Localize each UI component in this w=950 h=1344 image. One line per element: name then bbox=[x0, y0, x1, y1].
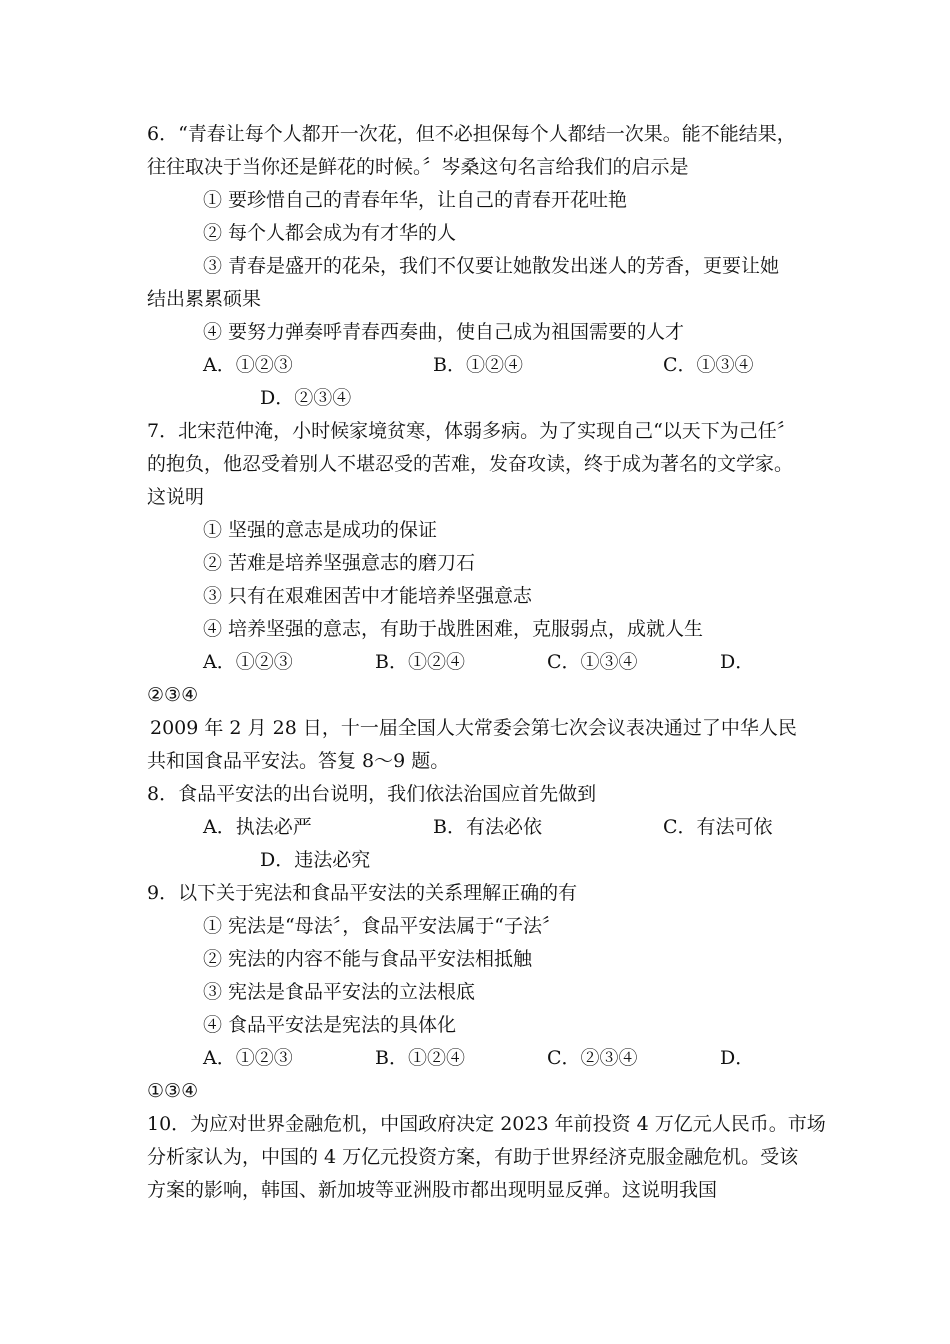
q9-option-d-wrap: ①③④ bbox=[147, 1080, 199, 1102]
q10-stem-line-1: 10．为应对世界金融危机，中国政府决定 2023 年前投资 4 万亿元人民币。市场 bbox=[147, 1113, 826, 1135]
q7-item-4: ④ 培养坚强的意志，有助于战胜困难，克服弱点，成就人生 bbox=[203, 618, 704, 640]
q6-stem-line-2: 往往取决于当你还是鲜花的时候。〞岑桑这句名言给我们的启示是 bbox=[147, 156, 689, 178]
q7-option-c: C．①③④ bbox=[547, 651, 638, 673]
q9-item-2: ② 宪法的内容不能与食品平安法相抵触 bbox=[203, 948, 533, 970]
q9-item-3: ③ 宪法是食品平安法的立法根底 bbox=[203, 981, 476, 1003]
q8-stem: 8．食品平安法的出台说明，我们依法治国应首先做到 bbox=[147, 783, 597, 805]
q7-item-1: ① 坚强的意志是成功的保证 bbox=[203, 519, 438, 541]
intro-line-2: 共和国食品平安法。答复 8～9 题。 bbox=[147, 750, 450, 772]
q6-item-1: ① 要珍惜自己的青春年华，让自己的青春开花吐艳 bbox=[203, 189, 628, 211]
q6-option-b: B．①②④ bbox=[433, 354, 523, 376]
q9-stem: 9．以下关于宪法和食品平安法的关系理解正确的有 bbox=[147, 882, 578, 904]
q7-option-a: A．①②③ bbox=[203, 651, 293, 673]
q7-item-3: ③ 只有在艰难困苦中才能培养坚强意志 bbox=[203, 585, 533, 607]
q9-option-c: C．②③④ bbox=[547, 1047, 638, 1069]
q6-option-d: D．②③④ bbox=[260, 387, 352, 409]
q9-option-b: B．①②④ bbox=[375, 1047, 465, 1069]
q6-item-4: ④ 要努力弹奏呼青春西奏曲，使自己成为祖国需要的人才 bbox=[203, 321, 685, 343]
q7-stem-line-1: 7．北宋范仲淹，小时候家境贫寒，体弱多病。为了实现自己“以天下为己任〞 bbox=[147, 420, 796, 442]
q10-stem-line-2: 分析家认为，中国的 4 万亿元投资方案，有助于世界经济克服金融危机。受该 bbox=[147, 1146, 799, 1168]
q8-option-d: D．违法必究 bbox=[260, 849, 371, 871]
q8-option-b: B．有法必依 bbox=[433, 816, 542, 838]
q6-stem-line-1: 6．“青春让每个人都开一次花，但不必担保每个人都结一次果。能不能结果， bbox=[147, 123, 796, 145]
q6-option-c: C．①③④ bbox=[663, 354, 754, 376]
q6-item-3-cont: 结出累累硕果 bbox=[147, 288, 262, 310]
q7-option-d: D． bbox=[720, 651, 755, 673]
q9-item-4: ④ 食品平安法是宪法的具体化 bbox=[203, 1014, 457, 1036]
q6-option-a: A．①②③ bbox=[203, 354, 293, 376]
q7-option-b: B．①②④ bbox=[375, 651, 465, 673]
q8-option-c: C．有法可依 bbox=[663, 816, 773, 838]
q7-item-2: ② 苦难是培养坚强意志的磨刀石 bbox=[203, 552, 476, 574]
q8-option-a: A．执法必严 bbox=[203, 816, 312, 838]
q9-option-d: D． bbox=[720, 1047, 755, 1069]
q10-stem-line-3: 方案的影响，韩国、新加坡等亚洲股市都出现明显反弹。这说明我国 bbox=[147, 1179, 718, 1201]
q7-option-d-wrap: ②③④ bbox=[147, 684, 199, 706]
q6-item-2: ② 每个人都会成为有才华的人 bbox=[203, 222, 457, 244]
q7-stem-line-3: 这说明 bbox=[147, 486, 205, 508]
q6-item-3: ③ 青春是盛开的花朵，我们不仅要让她散发出迷人的芳香，更要让她 bbox=[203, 255, 780, 277]
q9-item-1: ① 宪法是“母法〞，食品平安法属于“子法〞 bbox=[203, 915, 561, 937]
intro-line-1: 2009 年 2 月 28 日，十一届全国人大常委会第七次会议表决通过了中华人民 bbox=[150, 717, 797, 739]
q7-stem-line-2: 的抱负，他忍受着别人不堪忍受的苦难，发奋攻读，终于成为著名的文学家。 bbox=[147, 453, 794, 475]
q9-option-a: A．①②③ bbox=[203, 1047, 293, 1069]
